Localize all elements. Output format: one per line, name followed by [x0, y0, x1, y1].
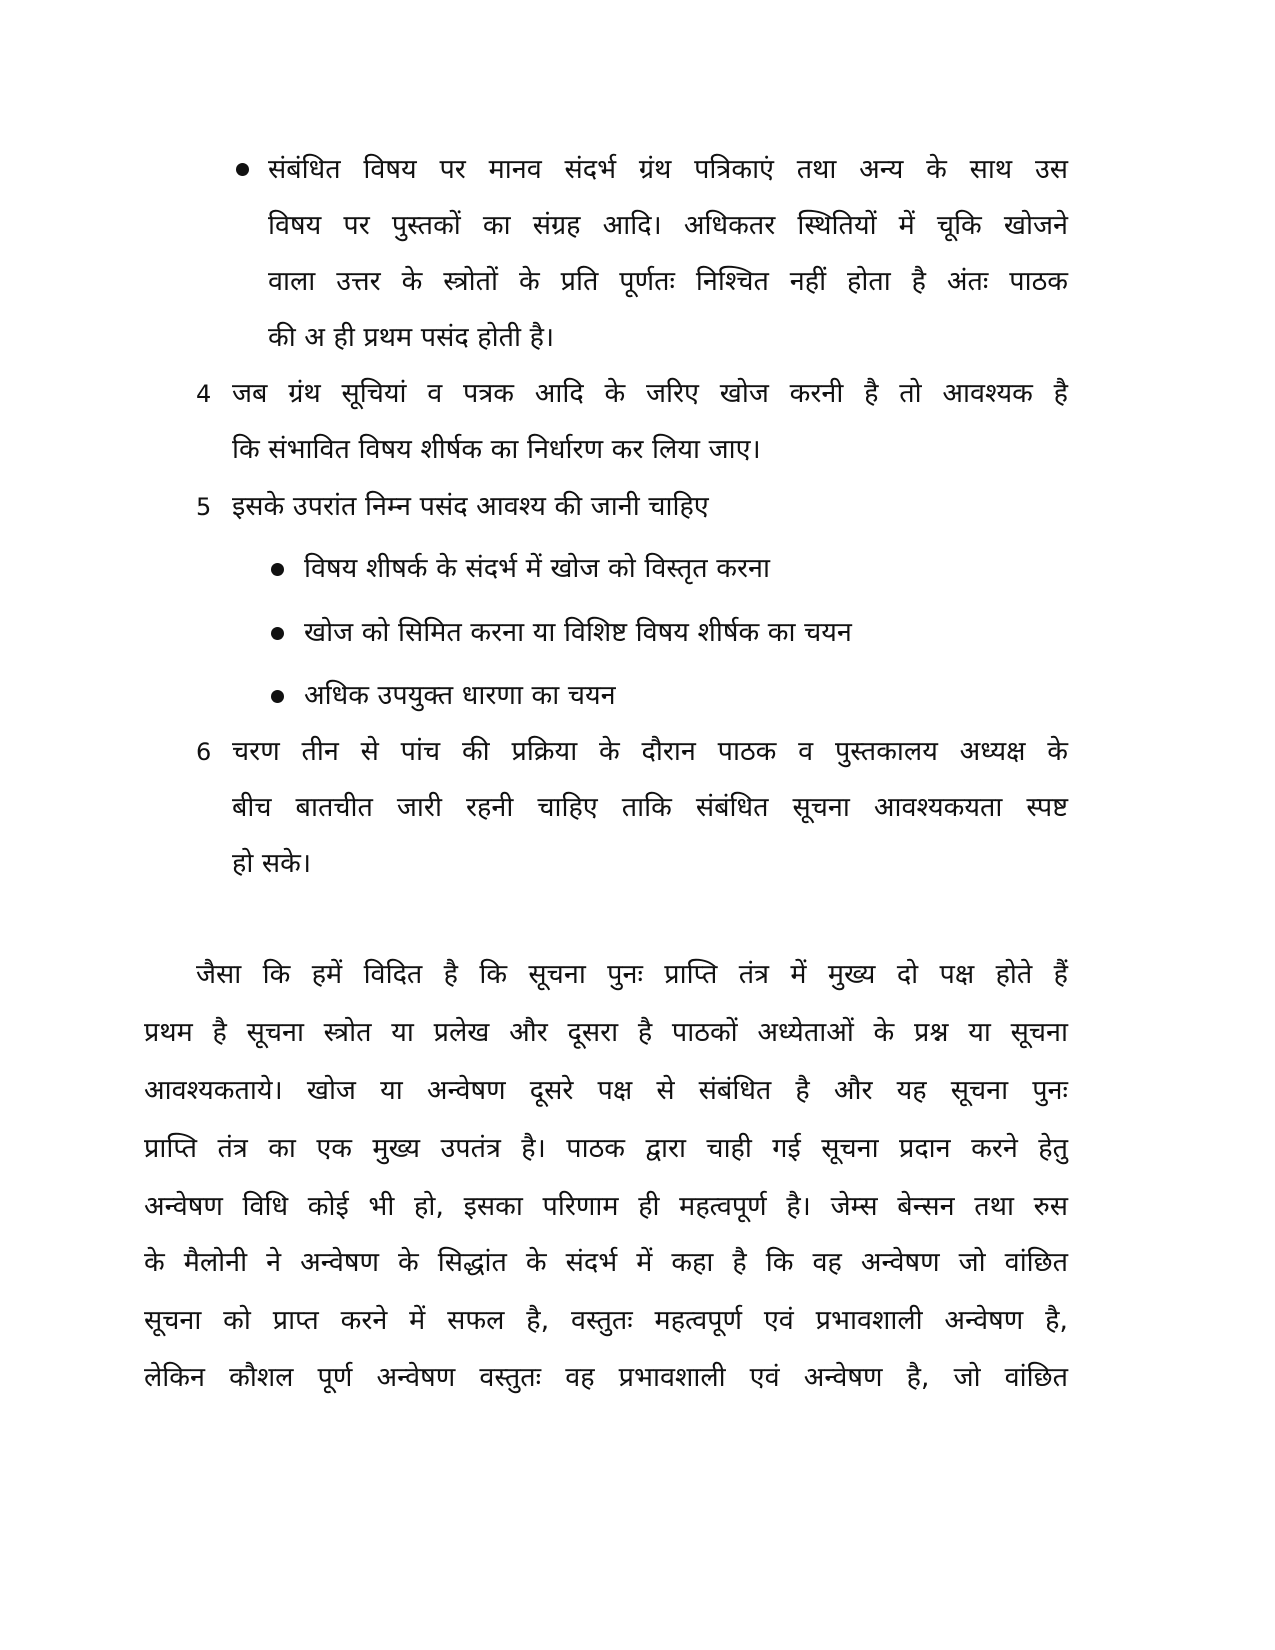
bullet-line: संबंधित विषय पर मानव संदर्भ ग्रंथ पत्रिकाएं तथा अन्य के साथ उस	[268, 154, 1068, 185]
bullet-line: की अ ही प्रथम पसंद होती है।	[268, 322, 555, 353]
item-number: 6	[196, 738, 212, 766]
bullet-marker	[271, 627, 284, 640]
sub-bullet-line: खोज को सिमित करना या विशिष्ट विषय शीर्षक का चयन	[304, 617, 852, 648]
paragraph-line: के मैलोनी ने अन्वेषण के सिद्धांत के संदर्भ में कहा है कि वह अन्वेषण जो वांछित	[144, 1247, 1068, 1278]
item-line: जब ग्रंथ सूचियां व पत्रक आदि के जरिए खोज करनी है तो आवश्यक है	[232, 378, 1068, 409]
bullet-marker	[271, 563, 284, 576]
bullet-line: वाला उत्तर के स्त्रोतों के प्रति पूर्णतः निश्चित नहीं होता है अंतः पाठक	[268, 266, 1068, 297]
paragraph-line: अन्वेषण विधि कोई भी हो, इसका परिणाम ही महत्वपूर्ण है। जेम्स बेन्सन तथा रुस	[144, 1191, 1068, 1222]
bullet-marker	[236, 163, 249, 176]
item-line: कि संभावित विषय शीर्षक का निर्धारण कर लिया जाए।	[232, 434, 761, 465]
item-line: बीच बातचीत जारी रहनी चाहिए ताकि संबंधित सूचना आवश्यकयता स्पष्ट	[232, 792, 1068, 823]
paragraph-line: प्राप्ति तंत्र का एक मुख्य उपतंत्र है। पाठक द्वारा चाही गई सूचना प्रदान करने हेतु	[144, 1133, 1068, 1164]
paragraph-line: सूचना को प्राप्त करने में सफल है, वस्तुतः महत्वपूर्ण एवं प्रभावशाली अन्वेषण है,	[144, 1305, 1068, 1336]
item-line: हो सके।	[232, 848, 312, 879]
paragraph-line: प्रथम है सूचना स्त्रोत या प्रलेख और दूसरा है पाठकों अध्येताओं के प्रश्न या सूचना	[144, 1017, 1068, 1048]
paragraph-line: लेकिन कौशल पूर्ण अन्वेषण वस्तुतः वह प्रभावशाली एवं अन्वेषण है, जो वांछित	[144, 1362, 1068, 1393]
item-number: 5	[196, 493, 212, 521]
sub-bullet-line: विषय शीषर्क के संदर्भ में खोज को विस्तृत करना	[304, 553, 770, 584]
paragraph-line: आवश्यकताये। खोज या अन्वेषण दूसरे पक्ष से संबंधित है और यह सूचना पुनः	[144, 1075, 1068, 1106]
item-number: 4	[196, 380, 212, 408]
bullet-marker	[271, 690, 284, 703]
item-line: इसके उपरांत निम्न पसंद आवश्य की जानी चाहिए	[232, 491, 709, 522]
bullet-line: विषय पर पुस्तकों का संग्रह आदि। अधिकतर स्थितियों में चूकि खोजने	[268, 210, 1068, 241]
item-line: चरण तीन से पांच की प्रक्रिया के दौरान पाठक व पुस्तकालय अध्यक्ष के	[232, 736, 1068, 767]
sub-bullet-line: अधिक उपयुक्त धारणा का चयन	[304, 680, 616, 711]
paragraph-line: जैसा कि हमें विदित है कि सूचना पुनः प्राप्ति तंत्र में मुख्य दो पक्ष होते हैं	[196, 959, 1068, 990]
